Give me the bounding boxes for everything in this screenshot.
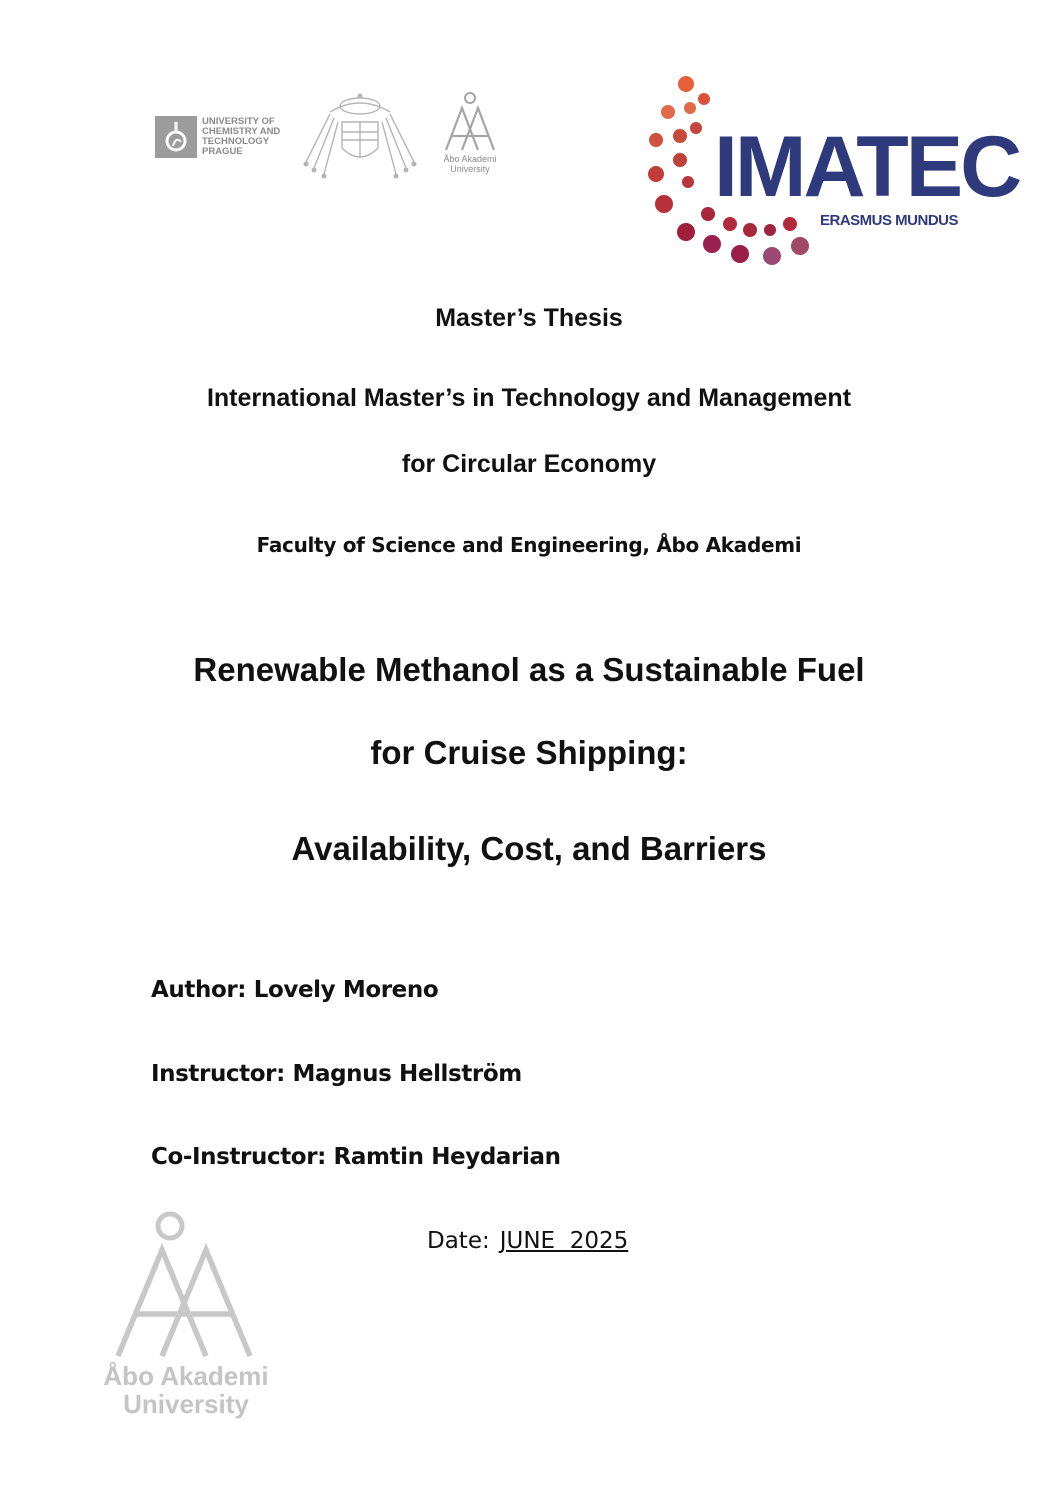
abo-akademi-small-emblem-icon — [442, 92, 498, 152]
coat-of-arms-icon — [300, 92, 420, 180]
uct-line-3: TECHNOLOGY — [202, 136, 270, 147]
uct-line-1: UNIVERSITY OF — [202, 116, 275, 127]
date-label: Date: — [427, 1228, 490, 1254]
title-line-2: for Cruise Shipping: — [370, 734, 688, 771]
uct-logo — [155, 116, 295, 158]
abo-large-line-2: University — [123, 1389, 249, 1419]
instructor: Instructor: Magnus Hellström — [151, 1061, 522, 1087]
author: Author: Lovely Moreno — [151, 977, 439, 1003]
abo-small-line-1: Åbo Akademi — [443, 154, 497, 164]
thesis-type: Master’s Thesis — [435, 304, 623, 332]
title-line-1: Renewable Methanol as a Sustainable Fuel — [193, 651, 865, 688]
date-line — [427, 1228, 628, 1254]
erasmus-mundus-label: ERASMUS MUNDUS — [820, 212, 959, 229]
programme-line-1: International Master’s in Technology and Management — [206, 384, 852, 412]
programme-line-2: for Circular Economy — [401, 450, 657, 478]
uct-line-4: PRAGUE — [202, 146, 243, 157]
imatec-wordmark: IMATEC — [714, 119, 1020, 215]
title-line-3: Availability, Cost, and Barriers — [291, 830, 767, 867]
abo-akademi-large-emblem-icon — [112, 1210, 262, 1360]
uct-emblem-icon — [155, 116, 197, 158]
abo-akademi-small-logo — [432, 92, 508, 182]
imatec-logo — [640, 72, 1020, 272]
abo-small-line-2: University — [450, 164, 490, 174]
abo-akademi-large-logo — [96, 1210, 276, 1425]
faculty: Faculty of Science and Engineering, Åbo Akademi — [256, 533, 802, 557]
abo-large-line-1: Åbo Akademi — [103, 1361, 269, 1391]
uct-line-2: CHEMISTRY AND — [202, 126, 281, 137]
co-instructor: Co-Instructor: Ramtin Heydarian — [151, 1144, 561, 1170]
date-value: JUNE 2025 — [499, 1228, 629, 1254]
